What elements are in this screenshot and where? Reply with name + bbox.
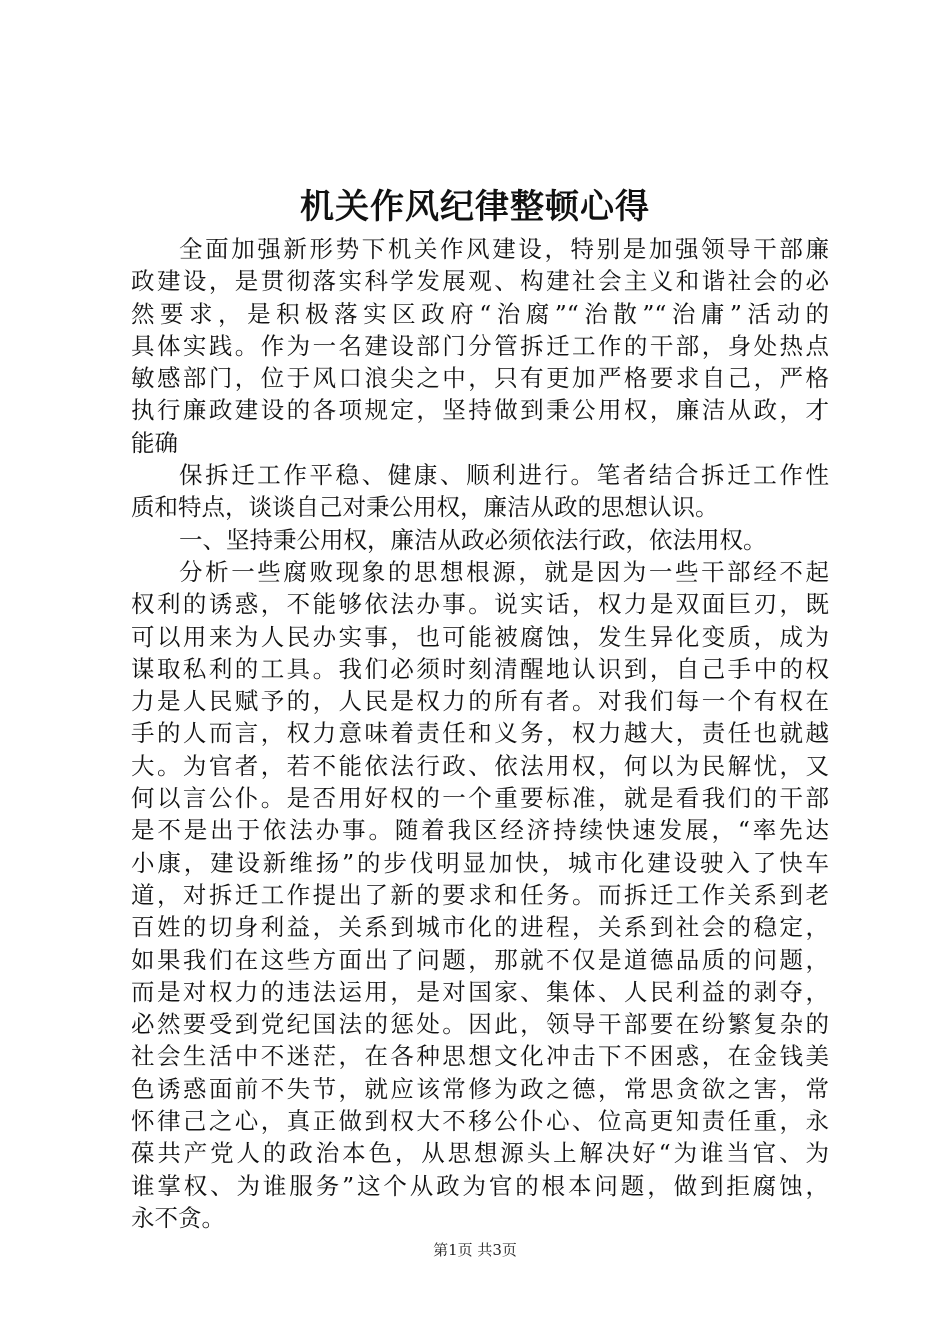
- paragraph-line: 权利的诱惑，不能够依法办事。说实话，权力是双面巨刃，既: [131, 590, 829, 619]
- paragraph-line: 道，对拆迁工作提出了新的要求和任务。而拆迁工作关系到老: [131, 880, 829, 909]
- paragraph-line: 葆共产党人的政治本色，从思想源头上解决好“为谁当官、为: [131, 1139, 829, 1168]
- paragraph-line: 何以言公仆。是否用好权的一个重要标准，就是看我们的干部: [131, 784, 829, 813]
- paragraph-line: 保拆迁工作平稳、健康、顺利进行。笔者结合拆迁工作性: [179, 461, 829, 490]
- paragraph-line: 分析一些腐败现象的思想根源，就是因为一些干部经不起: [179, 557, 829, 586]
- paragraph-line: 可以用来为人民办实事，也可能被腐蚀，发生异化变质，成为: [131, 622, 829, 651]
- page-number-footer: 第1页 共3页: [433, 1241, 517, 1259]
- paragraph-line: 执行廉政建设的各项规定，坚持做到秉公用权，廉洁从政，才: [131, 396, 829, 425]
- paragraph-line: 全面加强新形势下机关作风建设，特别是加强领导干部廉: [179, 235, 829, 263]
- paragraph-line: 手的人而言，权力意味着责任和义务，权力越大，责任也就越: [131, 719, 829, 748]
- paragraph-line: 大。为官者，若不能依法行政、依法用权，何以为民解忧，又: [131, 751, 829, 780]
- paragraph-line: 色诱惑面前不失节，就应该常修为政之德，常思贪欲之害，常: [131, 1074, 829, 1103]
- paragraph-line: 力是人民赋予的，人民是权力的所有者。对我们每一个有权在: [131, 687, 829, 716]
- paragraph-line: 是不是出于依法办事。随着我区经济持续快速发展，“率先达: [131, 816, 829, 845]
- paragraph-line: 质和特点，谈谈自己对秉公用权，廉洁从政的思想认识。: [131, 493, 719, 522]
- paragraph-line: 而是对权力的违法运用，是对国家、集体、人民利益的剥夺，: [131, 977, 829, 1006]
- document-title: 机关作风纪律整顿心得: [300, 187, 650, 227]
- paragraph-line: 谁掌权、为谁服务”这个从政为官的根本问题，做到拒腐蚀，: [131, 1171, 829, 1200]
- paragraph-line: 如果我们在这些方面出了问题，那就不仅是道德品质的问题，: [131, 945, 829, 974]
- document-body: [131, 233, 829, 1234]
- paragraph-line: 永不贪。: [131, 1203, 225, 1232]
- paragraph-line: 怀律己之心，真正做到权大不移公仆心、位高更知责任重，永: [131, 1107, 829, 1136]
- paragraph-line: 然要求，是积极落实区政府“治腐”“治散”“治庸”活动的: [131, 299, 829, 328]
- section-heading: 一、坚持秉公用权，廉洁从政必须依法行政，依法用权。: [179, 525, 767, 554]
- paragraph-line: 谋取私利的工具。我们必须时刻清醒地认识到，自己手中的权: [131, 654, 829, 683]
- paragraph-line: 敏感部门，位于风口浪尖之中，只有更加严格要求自己，严格: [131, 364, 829, 393]
- paragraph-line: 能确: [131, 428, 178, 457]
- paragraph-line: 必然要受到党纪国法的惩处。因此，领导干部要在纷繁复杂的: [131, 1010, 829, 1039]
- paragraph-line: 小康，建设新维扬”的步伐明显加快，城市化建设驶入了快车: [131, 848, 829, 877]
- paragraph-line: 具体实践。作为一名建设部门分管拆迁工作的干部，身处热点: [131, 331, 829, 360]
- paragraph-line: 百姓的切身利益，关系到城市化的进程，关系到社会的稳定，: [131, 913, 829, 942]
- paragraph-line: 社会生活中不迷茫，在各种思想文化冲击下不困惑，在金钱美: [131, 1042, 829, 1071]
- paragraph-line: 政建设，是贯彻落实科学发展观、构建社会主义和谐社会的必: [131, 267, 829, 296]
